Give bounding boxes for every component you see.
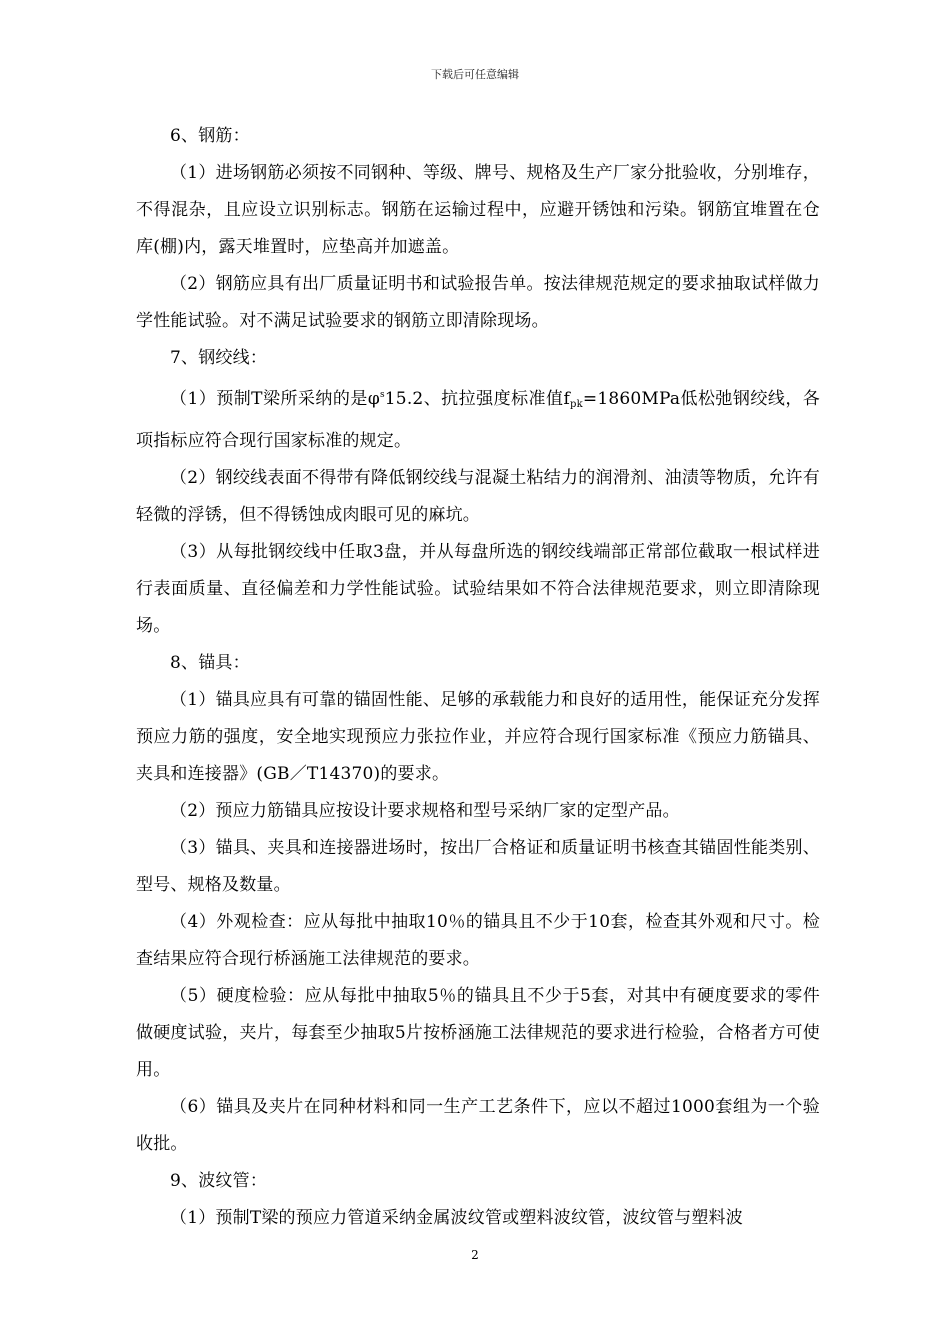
paragraph: （2）预应力筋锚具应按设计要求规格和型号采纳厂家的定型产品。: [170, 801, 680, 821]
section-heading-duct: 9、波纹管：: [170, 1171, 268, 1191]
text-run: 15.2、抗拉强度标准值f: [384, 389, 570, 409]
section-heading-strand: 7、钢绞线：: [170, 348, 268, 368]
paragraph: （1）锚具应具有可靠的锚固性能、足够的承载能力和良好的适用性，能保证充分发挥预应力筋的强度，安全地实现预应力张拉作业，并应符合现行国家标准《预应力筋锚具、夹具和连接器》(GB／T14370)的要求。: [136, 690, 820, 784]
paragraph: （1）进场钢筋必须按不同钢种、等级、牌号、规格及生产厂家分批验收，分别堆存，不得混杂，且应设立识别标志。钢筋在运输过程中，应避开锈蚀和污染。钢筋宜堆置在仓库(棚)内，露天堆置时，应垫高并加遮盖。: [136, 163, 820, 257]
subscript: pk: [570, 399, 583, 410]
text-run: （1）预制T梁所采纳的是φ: [170, 389, 380, 409]
paragraph: （4）外观检查：应从每批中抽取10％的锚具且不少于10套，检查其外观和尺寸。检查结果应符合现行桥涵施工法律规范的要求。: [136, 912, 820, 969]
paragraph: （6）锚具及夹片在同种材料和同一生产工艺条件下，应以不超过1000套组为一个验收批。: [136, 1097, 820, 1154]
paragraph: （5）硬度检验：应从每批中抽取5％的锚具且不少于5套，对其中有硬度要求的零件做硬度试验，夹片，每套至少抽取5片按桥涵施工法律规范的要求进行检验，合格者方可使用。: [136, 986, 820, 1080]
page-header: 下载后可任意编辑: [431, 68, 519, 81]
paragraph-strand-spec: [136, 377, 820, 460]
paragraph: （2）钢绞线表面不得带有降低钢绞线与混凝土粘结力的润滑剂、油渍等物质，允许有轻微的浮锈，但不得锈蚀成肉眼可见的麻坑。: [136, 468, 820, 525]
page-number: 2: [471, 1248, 479, 1262]
section-heading-rebar: 6、钢筋：: [170, 126, 250, 146]
paragraph: （1）预制T梁的预应力管道采纳金属波纹管或塑料波纹管，波纹管与塑料波: [170, 1208, 743, 1228]
text-run: =1860MPa低松弛钢绞线，各项指标应符合现行国家标准的规定。: [136, 389, 820, 451]
paragraph: （3）从每批钢绞线中任取3盘，并从每盘所选的钢绞线端部正常部位截取一根试样进行表面质量、直径偏差和力学性能试验。试验结果如不符合法律规范要求，则立即清除现场。: [136, 542, 820, 636]
document-body: [136, 118, 820, 1237]
paragraph: （2）钢筋应具有出厂质量证明书和试验报告单。按法律规范规定的要求抽取试样做力学性能试验。对不满足试验要求的钢筋立即清除现场。: [136, 274, 820, 331]
paragraph: （3）锚具、夹具和连接器进场时，按出厂合格证和质量证明书核查其锚固性能类别、型号、规格及数量。: [136, 838, 820, 895]
superscript: s: [379, 390, 385, 400]
section-heading-anchor: 8、锚具：: [170, 653, 250, 673]
